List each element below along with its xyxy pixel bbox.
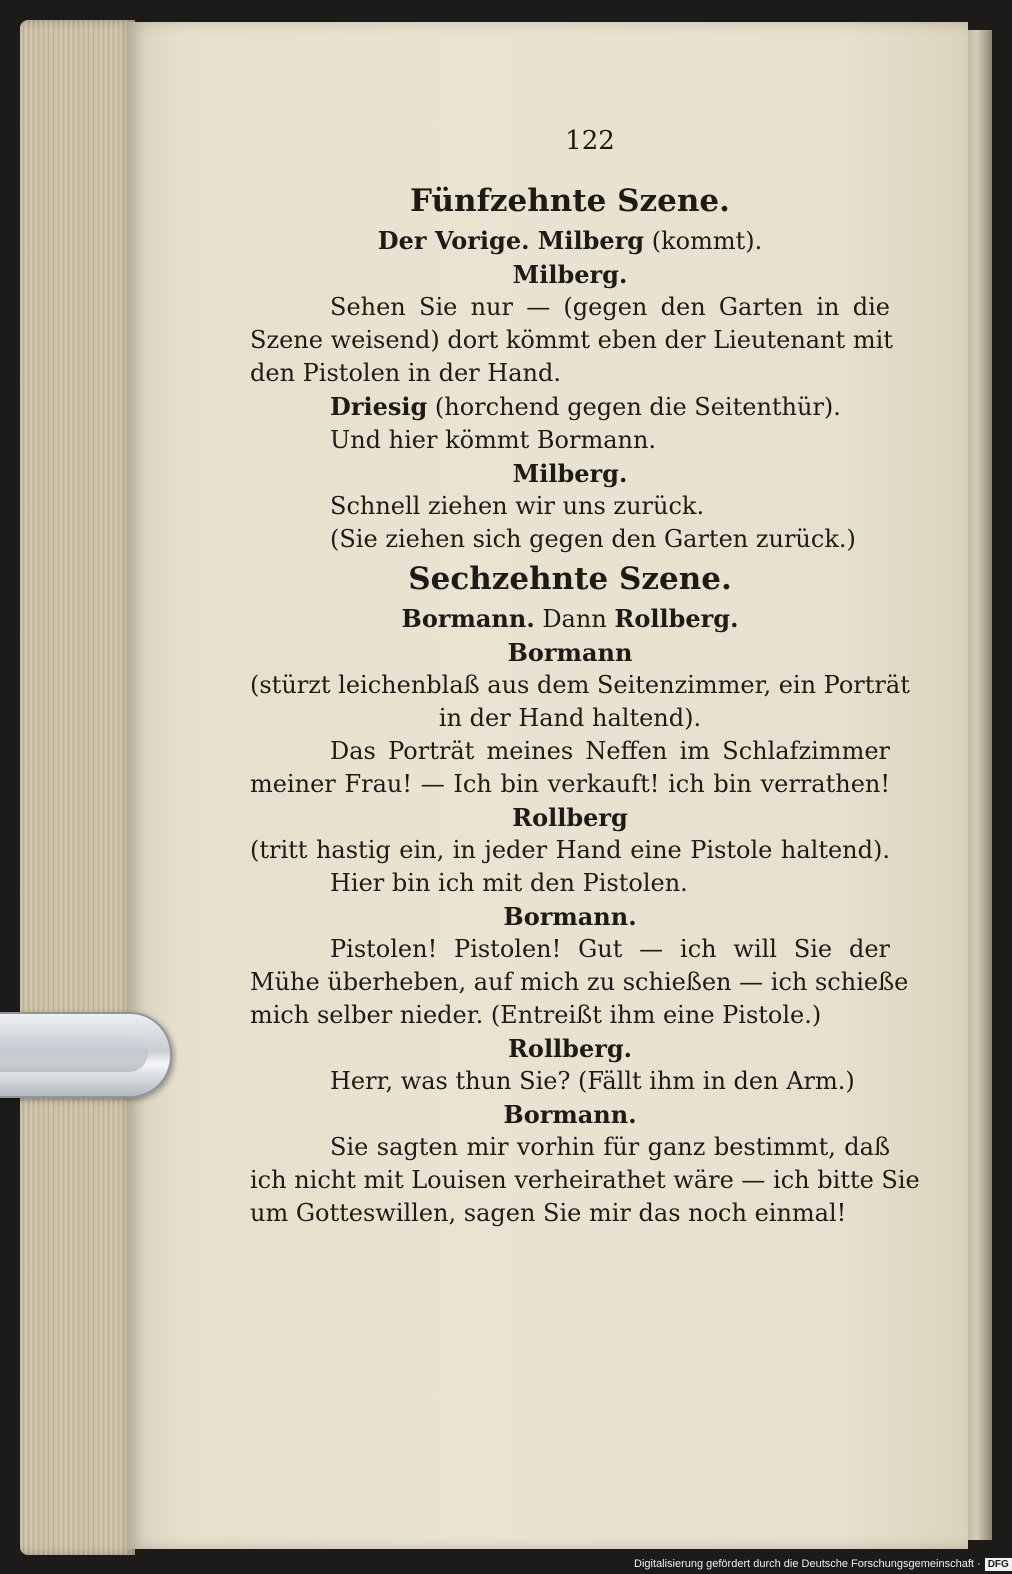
text-line: Szene weisend) dort kömmt eben der Lieutenant mit [250,326,893,354]
text-line: Pistolen! Pistolen! Gut — ich will Sie der [330,935,890,963]
scene-heading-15: Fünfzehnte Szene. [410,183,730,219]
text-line: meiner Frau! — Ich bin verkauft! ich bin verrathen! [250,770,890,798]
footer-text: Digitalisierung gefördert durch die Deutsche Forschungsgemeinschaft · [634,1558,981,1570]
stage-direction: (Sie ziehen sich gegen den Garten zurück.) [330,525,856,553]
cast-a: Der Vorige. [377,226,538,255]
stage-direction: (stürzt leichenblaß aus dem Seitenzimmer, ein Porträt [250,671,910,699]
text-line: Sie sagten mir vorhin für ganz bestimmt, daß [330,1133,890,1161]
text-line: Hier bin ich mit den Pistolen. [330,869,688,897]
cast-c: (kommt). [644,227,763,255]
cast-b: Dann [534,605,615,633]
text-line: Sehen Sie nur — (gegen den Garten in die [330,293,890,321]
cast-a: Bormann. [401,604,535,633]
speaker-label: Rollberg. [507,1034,633,1063]
page-clip-inner [0,1034,148,1072]
speaker-label: Bormann [507,638,633,667]
text-line: mich selber nieder. (Entreißt ihm eine Pistole.) [250,1001,822,1029]
cast-line-15 [250,224,890,258]
text-line: Und hier kömmt Bormann. [330,426,657,454]
text-line: Das Porträt meines Neffen im Schlafzimmer [330,737,890,765]
text-line: ich nicht mit Louisen verheirathet wäre — ich bitte Sie [250,1166,920,1194]
dfg-logo: DFG [985,1558,1012,1571]
book-page-edges [20,20,135,1555]
character-name: Driesig [330,392,428,421]
speaker-label: Milberg. [512,260,628,289]
text-line: Schnell ziehen wir uns zurück. [330,492,705,520]
text-line: Herr, was thun Sie? (Fällt ihm in den Arm.) [330,1067,855,1095]
text-line: Mühe überheben, auf mich zu schießen — ich schieße [250,968,909,996]
speaker-label: Bormann. [503,1100,637,1129]
cast-b: Milberg [537,226,645,255]
speaker-label: Bormann. [503,902,637,931]
stage-direction: (tritt hastig ein, in jeder Hand eine Pistole haltend). [250,836,890,864]
text-line: den Pistolen in der Hand. [250,359,561,387]
scene-heading-16: Sechzehnte Szene. [408,561,732,597]
stage-direction: (horchend gegen die Seitenthür). [427,393,841,421]
page-number: 122 [565,126,615,156]
cast-c: Rollberg. [614,604,739,633]
page-text [250,125,920,1230]
speaker-label: Rollberg [512,803,628,832]
speaker-label: Milberg. [512,459,628,488]
text-line [250,390,890,424]
cast-line-16 [250,602,890,636]
stage-direction: in der Hand haltend). [438,704,702,732]
text-line: um Gotteswillen, sagen Sie mir das noch einmal! [250,1199,847,1227]
digitization-footer [634,1556,1012,1572]
